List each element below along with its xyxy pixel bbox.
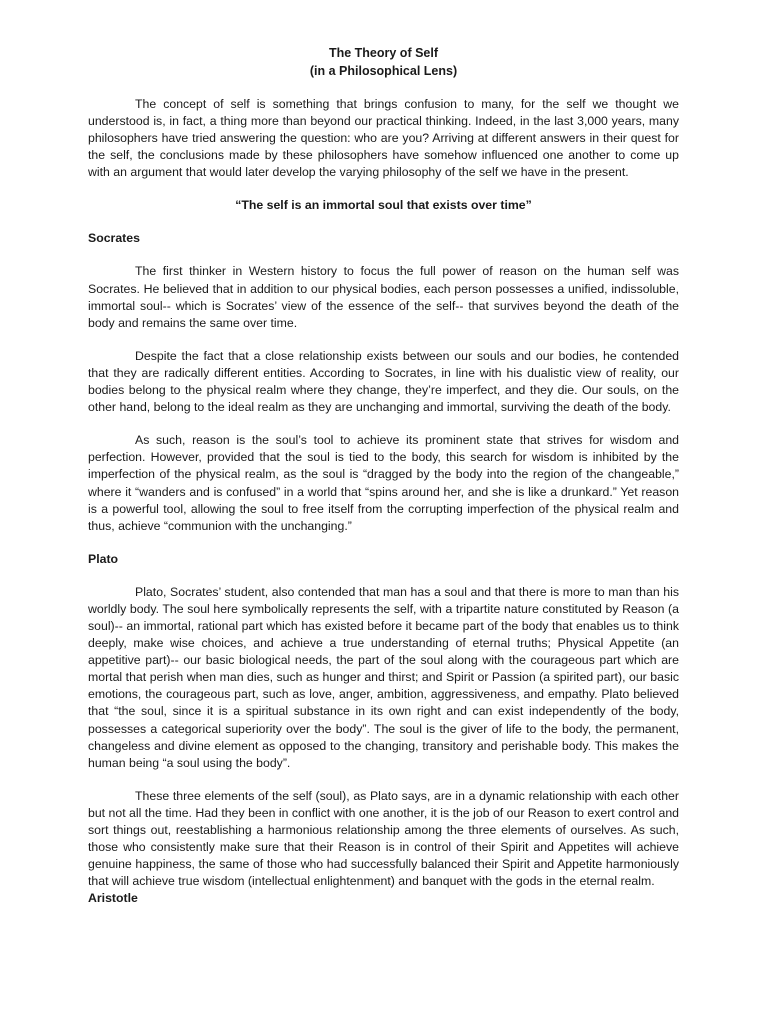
section-quote: “The self is an immortal soul that exists over time” [235, 198, 532, 213]
socrates-paragraph-2: Despite the fact that a close relationship exists between our souls and our bodies, he contended that they are radically different entities. According to Socrates, in line with his dualistic view of reality, our bodies belong to the physical realm where they change, they’re imperfect, and they die. Our souls, on the other hand, belong to the ideal realm as they are unchanging and immortal, surviving the death of the body. [88, 348, 679, 415]
document-page [88, 44, 679, 907]
socrates-paragraph-3: As such, reason is the soul’s tool to achieve its prominent state that strives for wisdom and perfection. However, provided that the soul is tied to the body, this search for wisdom is inhibited by the imperfection of the physical realm, as the soul is “dragged by the body into the region of the changeable,” where it “wanders and is confused” in a world that “spins around her, and she is like a drunkard.” Yet reason is a powerful tool, allowing the soul to free itself from the corrupting imperfection of the physical realm and thus, achieve “communion with the unchanging.” [88, 433, 679, 533]
plato-paragraph-1: Plato, Socrates’ student, also contended that man has a soul and that there is more to man than his worldly body. The soul here symbolically represents the self, with a tripartite nature constituted by Reason (a soul)-- an immortal, rational part which has existed before it became part of the body that enables us to think deeply, make wise choices, and achieve a true understanding of eternal truths; Physical Appetite (an appetitive part)-- our basic biological needs, the part of the soul along with the courageous part which are mortal that perish when man dies, such as hunger and thirst; and Spirit or Passion (a spirited part), our basic emotions, the courageous part, such as love, anger, ambition, aggressiveness, and empathy. Plato believed that “the soul, since it is a spiritual substance in its own right and can exist independently of the body, possesses a categorical superiority over the body”. The soul is the giver of life to the body, the permanent, changeless and divine element as opposed to the changing, transitory and perishable body. This makes the human being “a soul using the body”. [88, 584, 679, 770]
intro-paragraph: The concept of self is something that brings confusion to many, for the self we thought we understood is, in fact, a thing more than beyond our practical thinking. Indeed, in the last 3,000 years, many philosophers have tried answering the question: who are you? Arriving at different answers in their quest for the self, the conclusions made by these philosophers have somehow influenced one another to come up with an argument that would later develop the varying philosophy of the self we have in the present. [88, 97, 679, 180]
socrates-paragraph-1: The first thinker in Western history to focus the full power of reason on the human self was Socrates. He believed that in addition to our physical bodies, each person possesses a unified, indissoluble, immortal soul-- which is Socrates’ view of the essence of the self-- that survives beyond the death of the body and remains the same over time. [88, 264, 679, 330]
document-title: The Theory of Self [328, 46, 439, 60]
aristotle-heading: Aristotle [88, 891, 138, 906]
socrates-heading: Socrates [88, 231, 140, 246]
document-subtitle: (in a Philosophical Lens) [309, 64, 458, 78]
plato-paragraph-2: These three elements of the self (soul), as Plato says, are in a dynamic relationship with each other but not all the time. Had they been in conflict with one another, it is the job of our Reason to exert control and sort things out, reestablishing a harmonious relationship among the three elements of ourselves. As such, those who consistently make sure that their Reason is in control of their Spirit and Appetites will achieve genuine happiness, the same of those who had successfully balanced their Spirit and Appetite harmoniously that will achieve true wisdom (intellectual enlightenment) and banquet with the gods in the eternal realm. [88, 788, 679, 889]
plato-heading: Plato [88, 551, 119, 566]
